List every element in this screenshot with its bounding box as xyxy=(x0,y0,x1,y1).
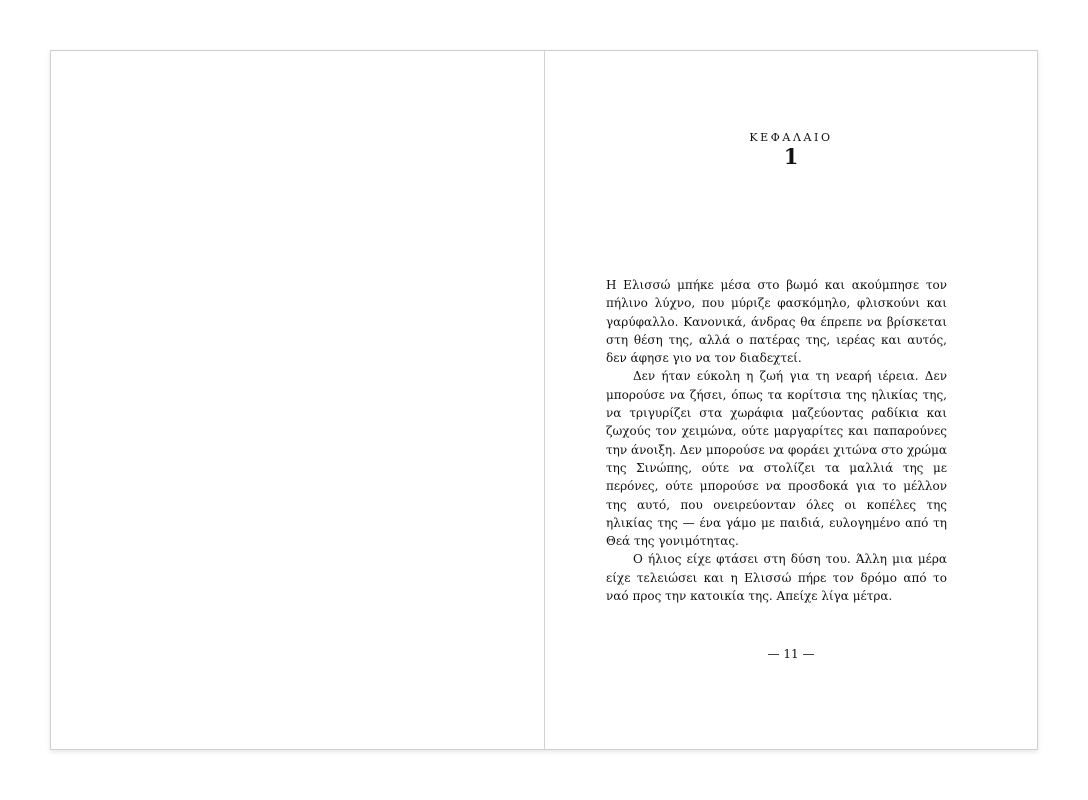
chapter-text xyxy=(606,276,947,605)
chapter-heading xyxy=(545,131,1037,168)
chapter-number: 1 xyxy=(783,144,799,169)
paragraph-2: Δεν ήταν εύκολη η ζωή για τη νεαρή ιέρεια. Δεν μπορούσε να ζήσει, όπως τα κορίτσια της ηλικίας της, να τριγυρίζει στα χωράφια μαζεύοντας ραδίκια και ζωχούς τον χειμώνα, ούτε μαργαρίτες και παπαρούνες την άνοιξη. Δεν μπορούσε να φοράει χιτώνα στο χρώμα της Σινώπης, ούτε να στολίζει τα μαλλιά της με περόνες, ούτε μπορούσε να προσδοκά για το μέλλον της αυτό, που ονειρεύονταν όλες οι κοπέλες της ηλικίας της — ένα γάμο με παιδιά, ευλογημένο από τη Θεά της γονιμότητας. xyxy=(606,369,947,549)
paragraph-3: Ο ήλιος είχε φτάσει στη δύση του. Άλλη μια μέρα είχε τελειώσει και η Ελισσώ πήρε τον δρόμο από το ναό προς την κατοικία της. Απείχε λίγα μέτρα. xyxy=(606,552,947,604)
left-page xyxy=(51,51,545,749)
paragraph-1: Η Ελισσώ μπήκε μέσα στο βωμό και ακούμπησε τον πήλινο λύχνο, που μύριζε φασκόμηλο, φλισκούνι και γαρύφαλλο. Κανονικά, άνδρας θα έπρεπε να βρίσκεται στη θέση της, αλλά ο πατέρας της, ιερέας και αυτός, δεν άφησε γιο να τον διαδεχτεί. xyxy=(606,278,947,366)
book-spread xyxy=(50,50,1038,750)
chapter-label: ΚΕΦΑΛΑΙΟ xyxy=(749,131,833,144)
page-number: — 11 — xyxy=(767,647,815,661)
right-page xyxy=(545,51,1037,749)
